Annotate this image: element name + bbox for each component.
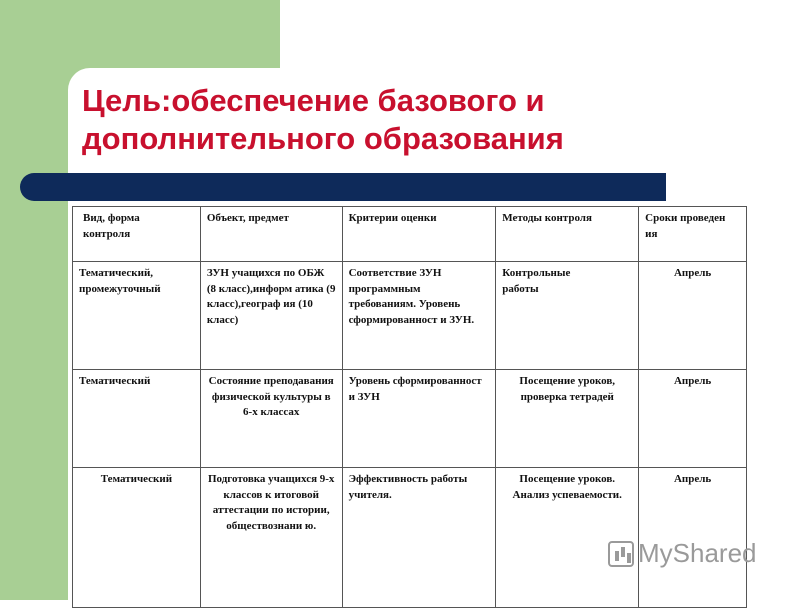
table-header-row bbox=[73, 207, 747, 262]
table-cell: Посещение уроков, проверка тетрадей bbox=[496, 370, 639, 468]
table-cell: Тематический bbox=[73, 468, 201, 608]
table-cell: Эффективность работы учителя. bbox=[342, 468, 496, 608]
slide-title bbox=[82, 82, 702, 158]
header-cell-dates: Сроки проведен ия bbox=[639, 207, 747, 262]
table-cell: Соответствие ЗУН программным требованиям. Уровень сформированност и ЗУН. bbox=[342, 262, 496, 370]
header-cell-object: Объект, предмет bbox=[200, 207, 342, 262]
table-cell: Подготовка учащихся 9-х классов к итоговой аттестации по истории, обществознани ю. bbox=[200, 468, 342, 608]
title-underline-bar bbox=[20, 173, 666, 201]
table-cell: Апрель bbox=[639, 468, 747, 608]
table-cell: Контрольные работы bbox=[496, 262, 639, 370]
title-line-1: Цель:обеспечение базового и bbox=[82, 83, 545, 118]
table-cell: Посещение уроков. Анализ успеваемости. bbox=[496, 468, 639, 608]
table-cell: Состояние преподавания физической культуры в 6-х классах bbox=[200, 370, 342, 468]
watermark-text: MyShared bbox=[638, 538, 757, 568]
myshared-watermark bbox=[608, 538, 757, 569]
header-cell-methods: Методы контроля bbox=[496, 207, 639, 262]
table-cell: ЗУН учащихся по ОБЖ (8 класс),информ атика (9 класс),географ ия (10 класс) bbox=[200, 262, 342, 370]
header-cell-type: Вид, форма контроля bbox=[73, 207, 201, 262]
table-cell: Уровень сформированност и ЗУН bbox=[342, 370, 496, 468]
chart-icon bbox=[608, 541, 634, 567]
table-cell: Апрель bbox=[639, 370, 747, 468]
table-cell: Тематический, промежуточный bbox=[73, 262, 201, 370]
table-row bbox=[73, 262, 747, 370]
table-cell: Тематический bbox=[73, 370, 201, 468]
header-cell-criteria: Критерии оценки bbox=[342, 207, 496, 262]
title-line-2: дополнительного образования bbox=[82, 121, 564, 156]
table-row bbox=[73, 370, 747, 468]
left-green-strip bbox=[0, 0, 68, 600]
table-cell: Апрель bbox=[639, 262, 747, 370]
